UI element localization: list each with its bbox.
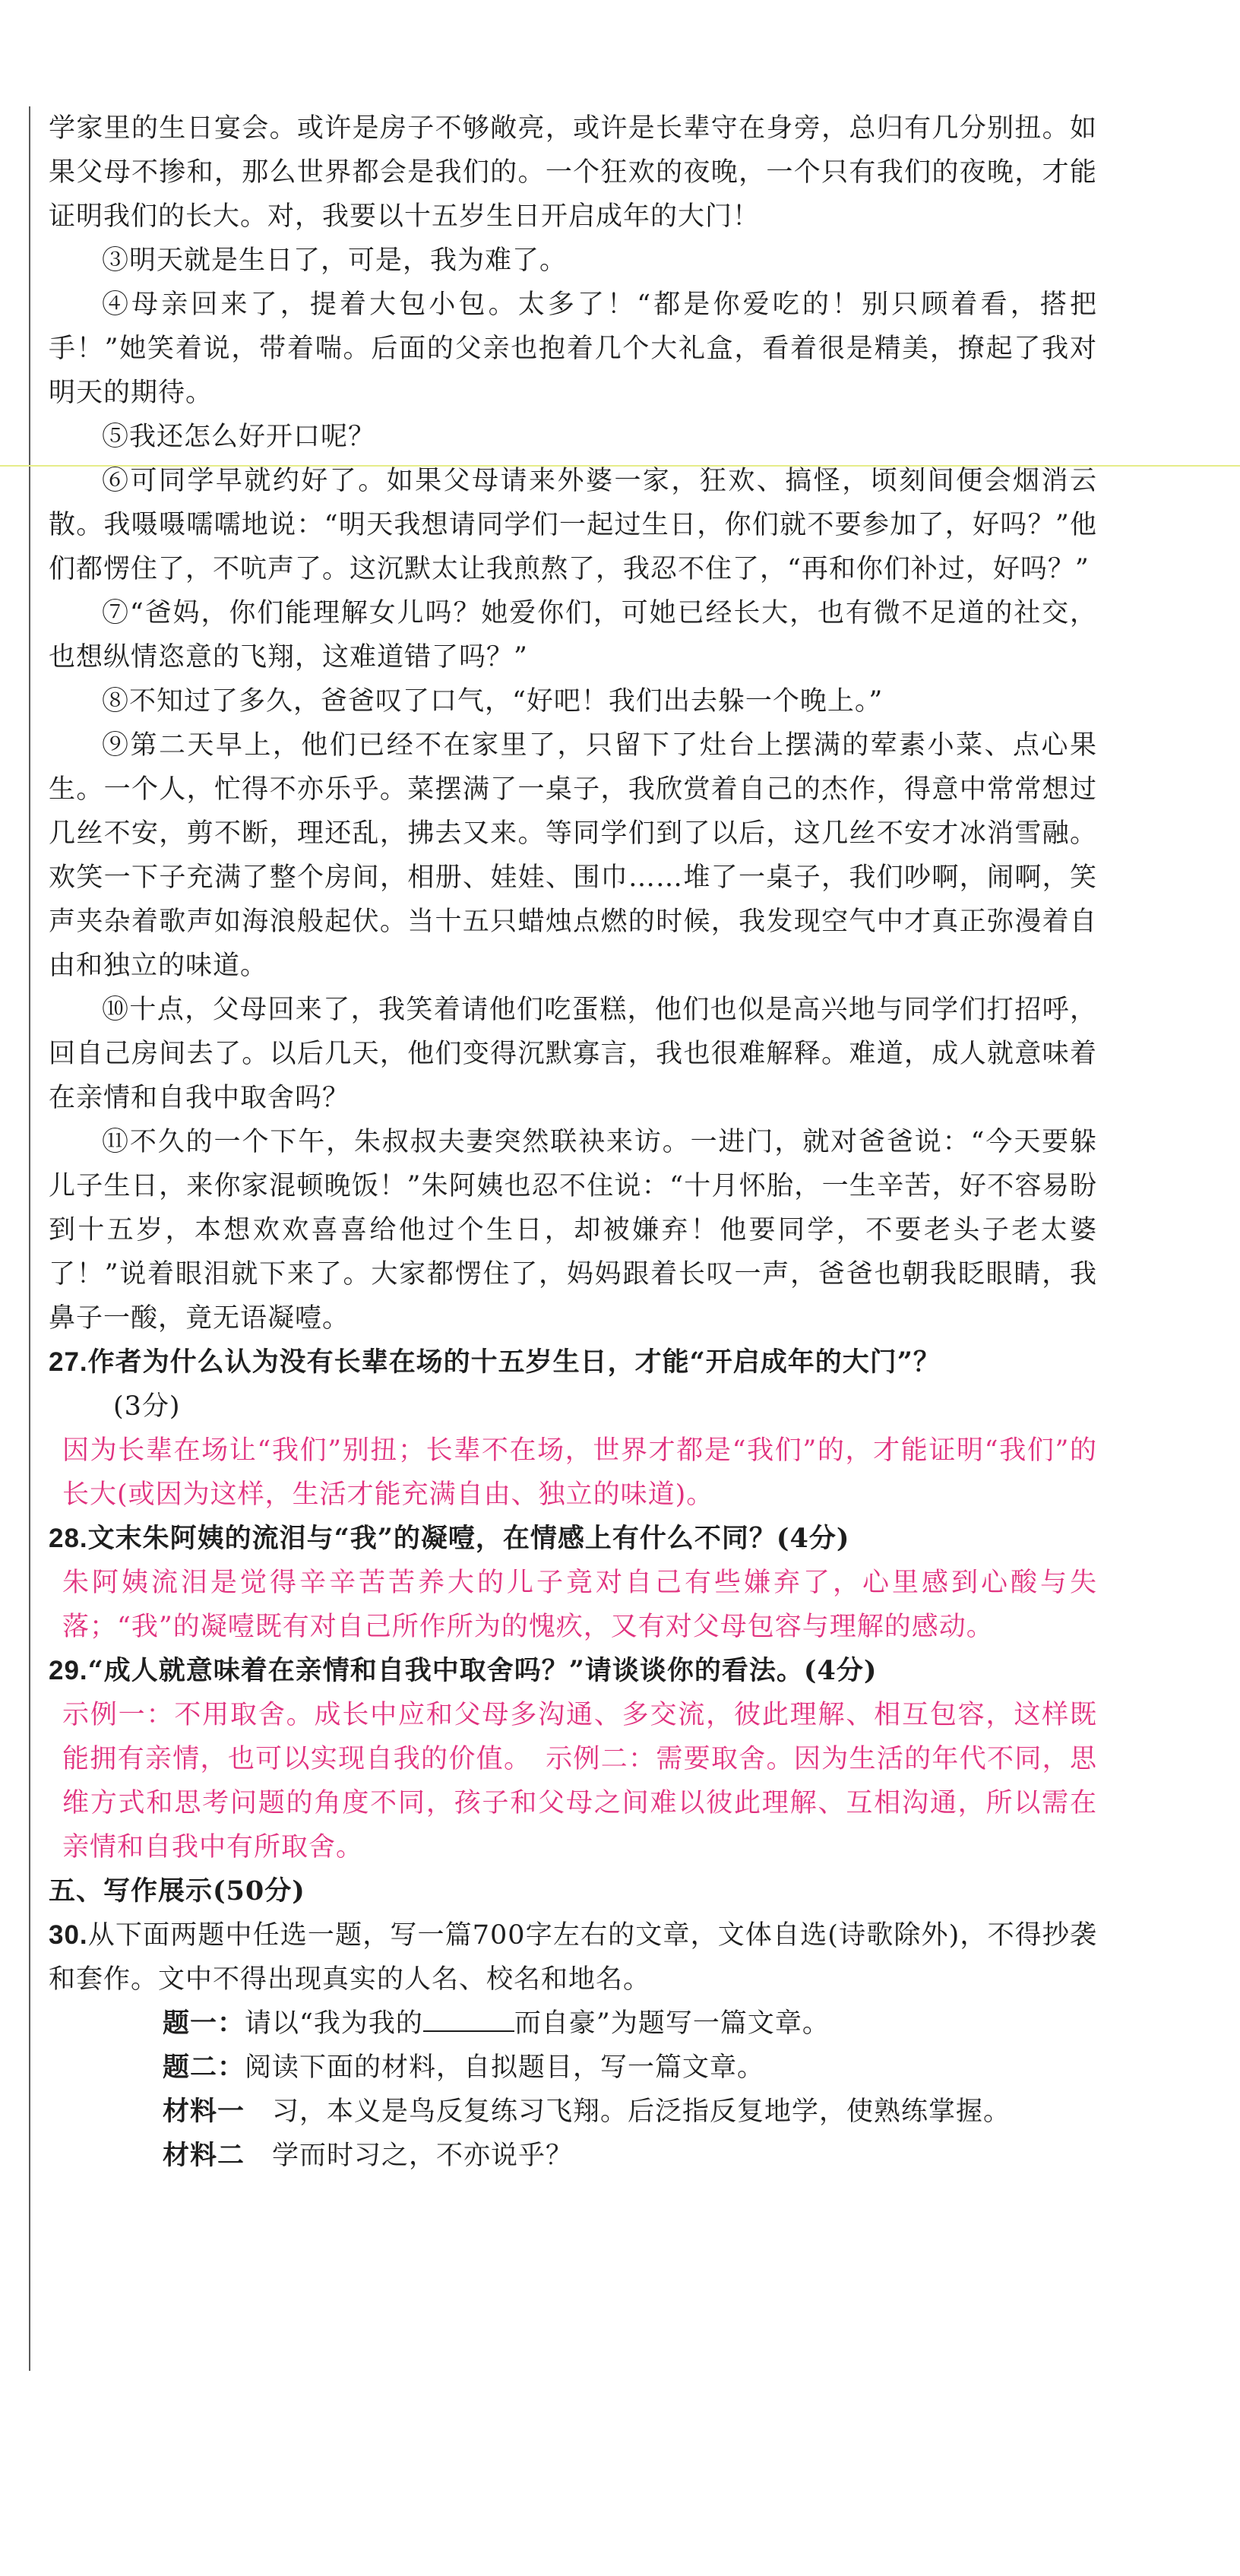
- question-text: 作者为什么认为没有长辈在场的十五岁生日，才能“开启成年的大门”？: [87, 1347, 941, 1378]
- answer-28: 朱阿姨流泪是觉得辛辛苦苦养大的儿子竟对自己有些嫌弃了，心里感到心酸与失落；“我”的凝噎既有对自己所作所为的愧疚，又有对父母包容与理解的感动。: [62, 1568, 1097, 1642]
- passage-paragraph-8: ⑧不知过了多久，爸爸叹了口气，“好吧！我们出去躲一个晚上。”: [102, 686, 884, 717]
- page-content: [49, 106, 1097, 2178]
- question-text: “成人就意味着在亲情和自我中取舍吗？”请谈谈你的看法。(4分): [87, 1655, 878, 1686]
- passage-paragraph-7: ⑦“爸妈，你们能理解女儿吗？她爱你们，可她已经长大，也有微不足道的社交，也想纵情恣意的飞翔，这难道错了吗？”: [49, 598, 1097, 672]
- passage-paragraph-10: ⑩十点，父母回来了，我笑着请他们吃蛋糕，他们也似是高兴地与同学们打招呼，回自己房间去了。以后几天，他们变得沉默寡言，我也很难解释。难道，成人就意味着在亲情和自我中取舍吗？: [49, 995, 1097, 1113]
- topic-label: 题一：: [163, 2008, 245, 2039]
- material-text: 学而时习之，不亦说乎？: [245, 2141, 574, 2171]
- topic-label: 题二：: [163, 2052, 245, 2083]
- question-27: [49, 1340, 1097, 1385]
- question-30: [49, 1913, 1097, 2002]
- question-27-score: (3分): [113, 1391, 181, 1422]
- writing-topic-2: [49, 2046, 1097, 2090]
- topic-text-after: 而自豪”为题写一篇文章。: [514, 2008, 830, 2039]
- question-29: [49, 1649, 1097, 1693]
- writing-topic-1: [49, 2002, 1097, 2046]
- question-number: 27.: [49, 1347, 88, 1377]
- passage-paragraph-9: ⑨第二天早上，他们已经不在家里了，只留下了灶台上摆满的荤素小菜、点心果生。一个人，忙得不亦乐乎。菜摆满了一桌子，我欣赏着自己的杰作，得意中常常想过几丝不安，剪不断，理还乱，拂去又来。等同学们到了以后，这几丝不安才冰消雪融。欢笑一下子充满了整个房间，相册、娃娃、围巾……堆了一桌子，我们吵啊，闹啊，笑声夹杂着歌声如海浪般起伏。当十五只蜡烛点燃的时候，我发现空气中才真正弥漫着自由和独立的味道。: [49, 730, 1097, 981]
- question-number: 28.: [49, 1524, 88, 1553]
- question-28: [49, 1517, 1097, 1561]
- passage-paragraph-11: ⑪不久的一个下午，朱叔叔夫妻突然联袂来访。一进门，就对爸爸说：“今天要躲儿子生日，来你家混顿晚饭！”朱阿姨也忍不住说：“十月怀胎，一生辛苦，好不容易盼到十五岁，本想欢欢喜喜给他过个生日，却被嫌弃！他要同学，不要老头子老太婆了！”说着眼泪就下来了。大家都愣住了，妈妈跟着长叹一声，爸爸也朝我眨眼睛，我鼻子一酸，竟无语凝噎。: [49, 1127, 1097, 1334]
- topic-text: 阅读下面的材料，自拟题目，写一篇文章。: [245, 2052, 765, 2083]
- question-number: 30.: [49, 1920, 88, 1950]
- answer-29: 示例一：不用取舍。成长中应和父母多沟通、多交流，彼此理解、相互包容，这样既能拥有亲情，也可以实现自我的价值。 示例二：需要取舍。因为生活的年代不同，思维方式和思考问题的角度不同，孩子和父母之间难以彼此理解、互相沟通，所以需在亲情和自我中有所取舍。: [62, 1700, 1097, 1862]
- question-text: 文末朱阿姨的流泪与“我”的凝噎，在情感上有什么不同？(4分): [87, 1523, 850, 1554]
- material-label: 材料二: [163, 2140, 245, 2171]
- left-margin-line: [29, 106, 30, 2371]
- material-2: [49, 2134, 1097, 2178]
- answer-27: 因为长辈在场让“我们”别扭；长辈不在场，世界才都是“我们”的，才能证明“我们”的长大(或因为这样，生活才能充满自由、独立的味道)。: [62, 1435, 1097, 1510]
- passage-paragraph-6: ⑥可同学早就约好了。如果父母请来外婆一家，狂欢、搞怪，顷刻间便会烟消云散。我嗫嗫嚅嚅地说：“明天我想请同学们一起过生日，你们就不要参加了，好吗？”他们都愣住了，不吭声了。这沉默太让我煎熬了，我忍不住了，“再和你们补过，好吗？”: [49, 466, 1097, 584]
- material-label: 材料一: [163, 2096, 245, 2127]
- question-text: 从下面两题中任选一题，写一篇700字左右的文章，文体自选(诗歌除外)，不得抄袭和套作。文中不得出现真实的人名、校名和地名。: [49, 1920, 1097, 1995]
- passage-paragraph-intro: 学家里的生日宴会。或许是房子不够敞亮，或许是长辈守在身旁，总归有几分别扭。如果父母不掺和，那么世界都会是我们的。一个狂欢的夜晚，一个只有我们的夜晚，才能证明我们的长大。对，我要以十五岁生日开启成年的大门！: [49, 113, 1097, 232]
- writing-section-title: 五、写作展示(50分): [49, 1875, 305, 1907]
- material-1: [49, 2090, 1097, 2134]
- passage-paragraph-4: ④母亲回来了，提着大包小包。太多了！“都是你爱吃的！别只顾着看，搭把手！”她笑着说，带着喘。后面的父亲也抱着几个大礼盒，看着很是精美，撩起了我对明天的期待。: [49, 290, 1097, 408]
- fill-in-blank: [423, 2008, 514, 2032]
- question-number: 29.: [49, 1656, 88, 1685]
- passage-paragraph-3: ③明天就是生日了，可是，我为难了。: [102, 245, 568, 276]
- material-text: 习，本义是鸟反复练习飞翔。后泛指反复地学，使熟练掌握。: [245, 2097, 1011, 2127]
- passage-paragraph-5: ⑤我还怎么好开口呢？: [102, 422, 376, 452]
- topic-text-before: 请以“我为我的: [245, 2008, 423, 2039]
